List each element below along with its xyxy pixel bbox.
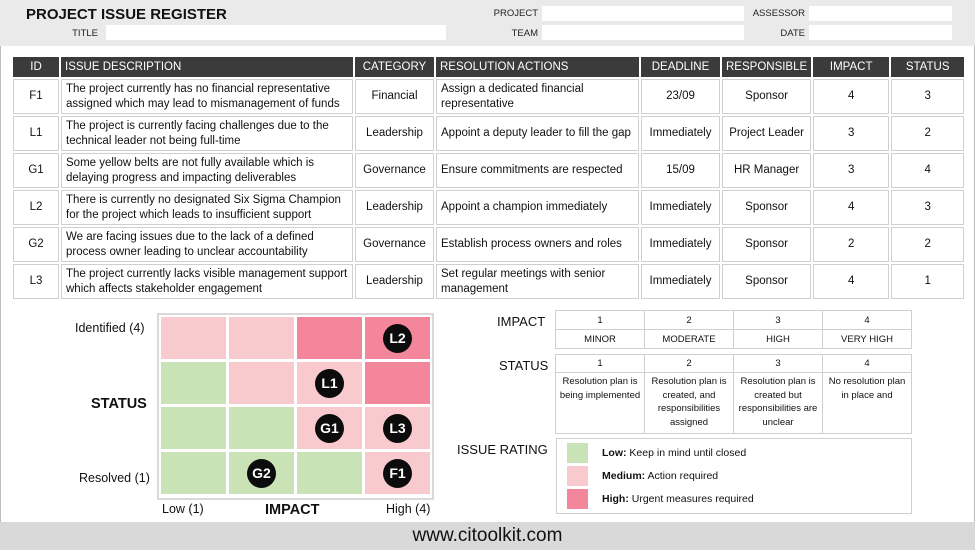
impact-status-matrix xyxy=(157,313,434,500)
cell-actions: Set regular meetings with senior management xyxy=(436,264,639,299)
issue-marker-l3[interactable]: L3 xyxy=(383,414,412,443)
status-description: Resolution plan is created but responsibilities are unclear xyxy=(734,373,823,434)
cell-responsible: Sponsor xyxy=(722,190,811,225)
header-bar xyxy=(0,0,975,46)
col-header-actions: RESOLUTION ACTIONS xyxy=(436,57,639,77)
issue-table xyxy=(11,55,966,301)
matrix-cell-low xyxy=(161,362,226,404)
cell-id: G2 xyxy=(13,227,59,262)
rating-legend-box xyxy=(556,438,912,514)
cell-deadline: Immediately xyxy=(641,264,720,299)
col-header-category: CATEGORY xyxy=(355,57,434,77)
cell-actions: Appoint a champion immediately xyxy=(436,190,639,225)
cell-category: Leadership xyxy=(355,190,434,225)
y-axis-top-label: Identified (4) xyxy=(75,321,145,335)
page-title: PROJECT ISSUE REGISTER xyxy=(26,6,227,23)
cell-id: L2 xyxy=(13,190,59,225)
cell-impact: 2 xyxy=(813,227,889,262)
rating-name: High: xyxy=(602,493,629,505)
cell-category: Leadership xyxy=(355,116,434,151)
status-level: 1 xyxy=(556,355,645,373)
rating-item-medium xyxy=(602,470,718,482)
y-axis-bottom-label: Resolved (1) xyxy=(79,471,150,485)
cell-category: Financial xyxy=(355,79,434,114)
cell-deadline: 15/09 xyxy=(641,153,720,188)
status-description: Resolution plan is being implemented xyxy=(556,373,645,434)
title-label: TITLE xyxy=(72,28,98,39)
assessor-label: ASSESSOR xyxy=(752,8,805,19)
col-header-status: STATUS xyxy=(891,57,964,77)
team-field[interactable] xyxy=(542,25,744,40)
date-field[interactable] xyxy=(809,25,952,40)
status-level: 2 xyxy=(645,355,734,373)
issue-marker-l1[interactable]: L1 xyxy=(315,369,344,398)
table-row[interactable] xyxy=(13,264,964,299)
title-field[interactable] xyxy=(106,25,446,40)
col-header-responsible: RESPONSIBLE xyxy=(722,57,811,77)
cell-impact: 4 xyxy=(813,264,889,299)
matrix-cell-low xyxy=(161,407,226,449)
low-swatch xyxy=(567,443,588,463)
table-row[interactable] xyxy=(13,116,964,151)
footer-link[interactable]: www.citoolkit.com xyxy=(0,522,975,550)
col-header-impact: IMPACT xyxy=(813,57,889,77)
table-row[interactable] xyxy=(13,227,964,262)
cell-actions: Establish process owners and roles xyxy=(436,227,639,262)
cell-deadline: Immediately xyxy=(641,227,720,262)
rating-item-low xyxy=(602,447,746,459)
x-axis-right-label: High (4) xyxy=(386,502,431,516)
status-description: No resolution plan in place and xyxy=(823,373,912,434)
project-field[interactable] xyxy=(542,6,744,21)
col-header-description: ISSUE DESCRIPTION xyxy=(61,57,353,77)
status-level: 4 xyxy=(823,355,912,373)
cell-responsible: Sponsor xyxy=(722,264,811,299)
date-label: DATE xyxy=(780,28,805,39)
rating-name: Low: xyxy=(602,447,627,459)
cell-actions: Appoint a deputy leader to fill the gap xyxy=(436,116,639,151)
impact-name: HIGH xyxy=(734,330,823,349)
matrix-cell-medium xyxy=(229,362,294,404)
cell-id: L1 xyxy=(13,116,59,151)
table-header-row xyxy=(13,57,964,77)
matrix-cell-high xyxy=(365,362,430,404)
cell-description: We are facing issues due to the lack of a defined process owner leading to unclear accountability xyxy=(61,227,353,262)
impact-name: MODERATE xyxy=(645,330,734,349)
status-legend-table xyxy=(555,354,912,434)
cell-id: G1 xyxy=(13,153,59,188)
rating-text: Action required xyxy=(647,470,719,482)
impact-level: 1 xyxy=(556,311,645,330)
assessor-field[interactable] xyxy=(809,6,952,21)
matrix-cell-medium xyxy=(229,317,294,359)
cell-status: 2 xyxy=(891,227,964,262)
impact-level: 2 xyxy=(645,311,734,330)
rating-name: Medium: xyxy=(602,470,646,482)
impact-name: VERY HIGH xyxy=(823,330,912,349)
high-swatch xyxy=(567,489,588,509)
col-header-deadline: DEADLINE xyxy=(641,57,720,77)
cell-responsible: Sponsor xyxy=(722,227,811,262)
matrix-cell-high xyxy=(297,317,362,359)
impact-level: 3 xyxy=(734,311,823,330)
cell-id: L3 xyxy=(13,264,59,299)
cell-description: Some yellow belts are not fully available which is delaying progress and impacting deliverables xyxy=(61,153,353,188)
cell-actions: Ensure commitments are respected xyxy=(436,153,639,188)
x-axis-left-label: Low (1) xyxy=(162,502,204,516)
rating-text: Keep in mind until closed xyxy=(629,447,747,459)
issue-marker-g1[interactable]: G1 xyxy=(315,414,344,443)
cell-actions: Assign a dedicated financial representative xyxy=(436,79,639,114)
cell-id: F1 xyxy=(13,79,59,114)
cell-deadline: Immediately xyxy=(641,116,720,151)
table-row[interactable] xyxy=(13,79,964,114)
rating-legend-label: ISSUE RATING xyxy=(457,442,548,457)
cell-impact: 3 xyxy=(813,116,889,151)
cell-status: 2 xyxy=(891,116,964,151)
rating-item-high xyxy=(602,493,754,505)
matrix-cell-low xyxy=(161,452,226,494)
rating-text: Urgent measures required xyxy=(631,493,754,505)
cell-status: 3 xyxy=(891,190,964,225)
project-label: PROJECT xyxy=(493,8,538,19)
x-axis-title: IMPACT xyxy=(265,502,320,518)
cell-impact: 4 xyxy=(813,79,889,114)
matrix-cell-low xyxy=(297,452,362,494)
medium-swatch xyxy=(567,466,588,486)
status-description: Resolution plan is created, and responsibilities assigned xyxy=(645,373,734,434)
cell-responsible: HR Manager xyxy=(722,153,811,188)
cell-category: Leadership xyxy=(355,264,434,299)
y-axis-title: STATUS xyxy=(91,396,147,412)
cell-deadline: Immediately xyxy=(641,190,720,225)
cell-category: Governance xyxy=(355,153,434,188)
table-row[interactable] xyxy=(13,153,964,188)
cell-description: The project currently lacks visible management support which affects stakeholder engagement xyxy=(61,264,353,299)
team-label: TEAM xyxy=(511,28,538,39)
cell-impact: 3 xyxy=(813,153,889,188)
cell-responsible: Project Leader xyxy=(722,116,811,151)
matrix-cell-medium xyxy=(161,317,226,359)
cell-status: 3 xyxy=(891,79,964,114)
issue-marker-l2[interactable]: L2 xyxy=(383,324,412,353)
status-level: 3 xyxy=(734,355,823,373)
impact-name: MINOR xyxy=(556,330,645,349)
cell-responsible: Sponsor xyxy=(722,79,811,114)
table-row[interactable] xyxy=(13,190,964,225)
cell-impact: 4 xyxy=(813,190,889,225)
impact-legend-label: IMPACT xyxy=(497,314,546,329)
cell-status: 1 xyxy=(891,264,964,299)
cell-category: Governance xyxy=(355,227,434,262)
impact-legend-table xyxy=(555,310,912,349)
cell-description: There is currently no designated Six Sigma Champion for the project which leads to insufficient support xyxy=(61,190,353,225)
matrix-cell-low xyxy=(229,407,294,449)
cell-deadline: 23/09 xyxy=(641,79,720,114)
cell-description: The project is currently facing challenges due to the technical leader not being full-time xyxy=(61,116,353,151)
cell-description: The project currently has no financial representative assigned which may lead to mismanagement of funds xyxy=(61,79,353,114)
col-header-id: ID xyxy=(13,57,59,77)
issue-marker-f1[interactable]: F1 xyxy=(383,459,412,488)
impact-level: 4 xyxy=(823,311,912,330)
status-legend-label: STATUS xyxy=(499,358,549,373)
cell-status: 4 xyxy=(891,153,964,188)
issue-marker-g2[interactable]: G2 xyxy=(247,459,276,488)
